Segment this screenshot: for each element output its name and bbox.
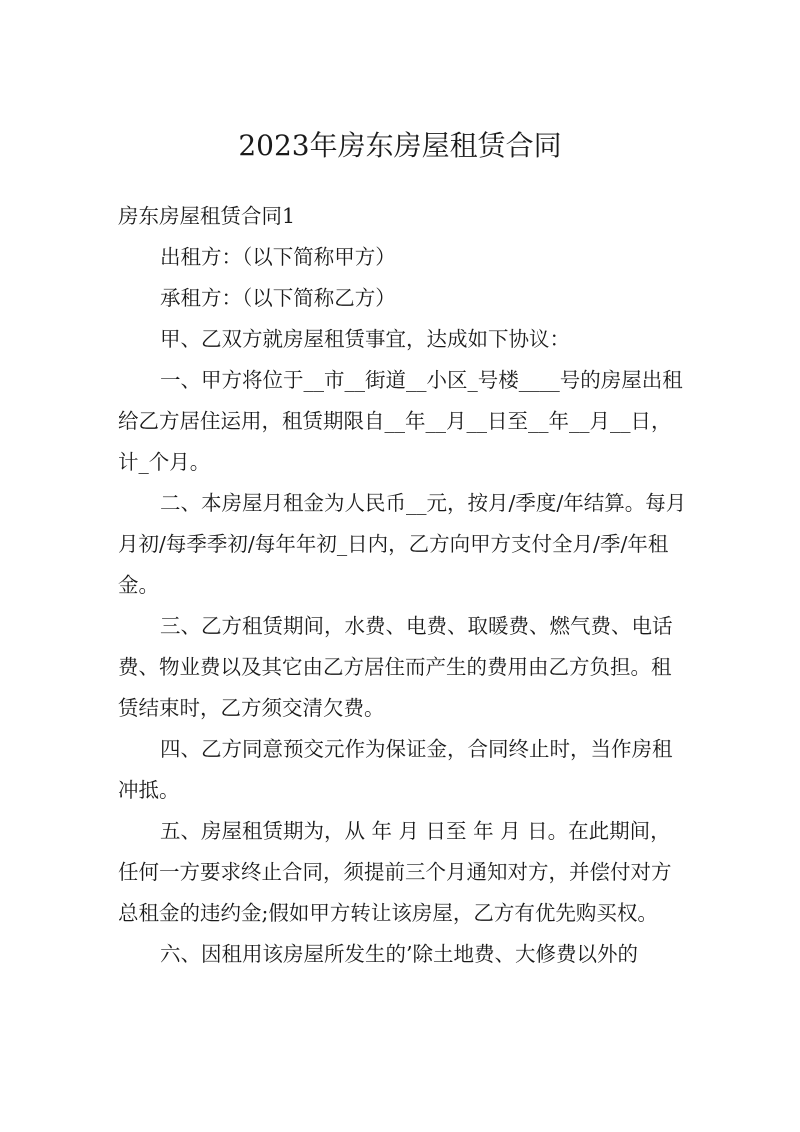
- clause-6: 六、因租用该房屋所发生的’除土地费、大修费以外的: [160, 942, 639, 966]
- clause-5: 五、房屋租赁期为，从 年 月 日至 年 月 日。在此期间，任何一方要求终止合同，须提前三个月通知对方，并偿付对方总租金的违约金;假如甲方转让该房屋，乙方有优先购买权。: [118, 819, 672, 925]
- document-body: [118, 196, 690, 975]
- clause-4: 四、乙方同意预交元作为保证金，合同终止时，当作房租冲抵。: [118, 737, 673, 802]
- document-title: 2023年房东房屋租赁合同: [238, 129, 562, 162]
- clause-3: 三、乙方租赁期间，水费、电费、取暖费、燃气费、电话费、物业费以及其它由乙方居住而产生的费用由乙方负担。租赁结束时，乙方须交清欠费。: [118, 614, 673, 720]
- paragraph-lessee: 承租方：（以下简称乙方）: [160, 286, 396, 310]
- contract-subtitle: 房东房屋租赁合同1: [118, 204, 296, 228]
- paragraph-agreement: 甲、乙双方就房屋租赁事宜，达成如下协议：: [160, 327, 570, 351]
- paragraph-lessor: 出租方：（以下简称甲方）: [160, 245, 396, 269]
- clause-2: 二、本房屋月租金为人民币__元，按月/季度/年结算。每月月初/每季季初/每年年初_日内，乙方向甲方支付全月/季/年租金。: [118, 491, 687, 597]
- clause-1: 一、甲方将位于__市__街道__小区_号楼____号的房屋出租给乙方居住运用，租赁期限自__年__月__日至__年__月__日，计_个月。: [118, 368, 683, 474]
